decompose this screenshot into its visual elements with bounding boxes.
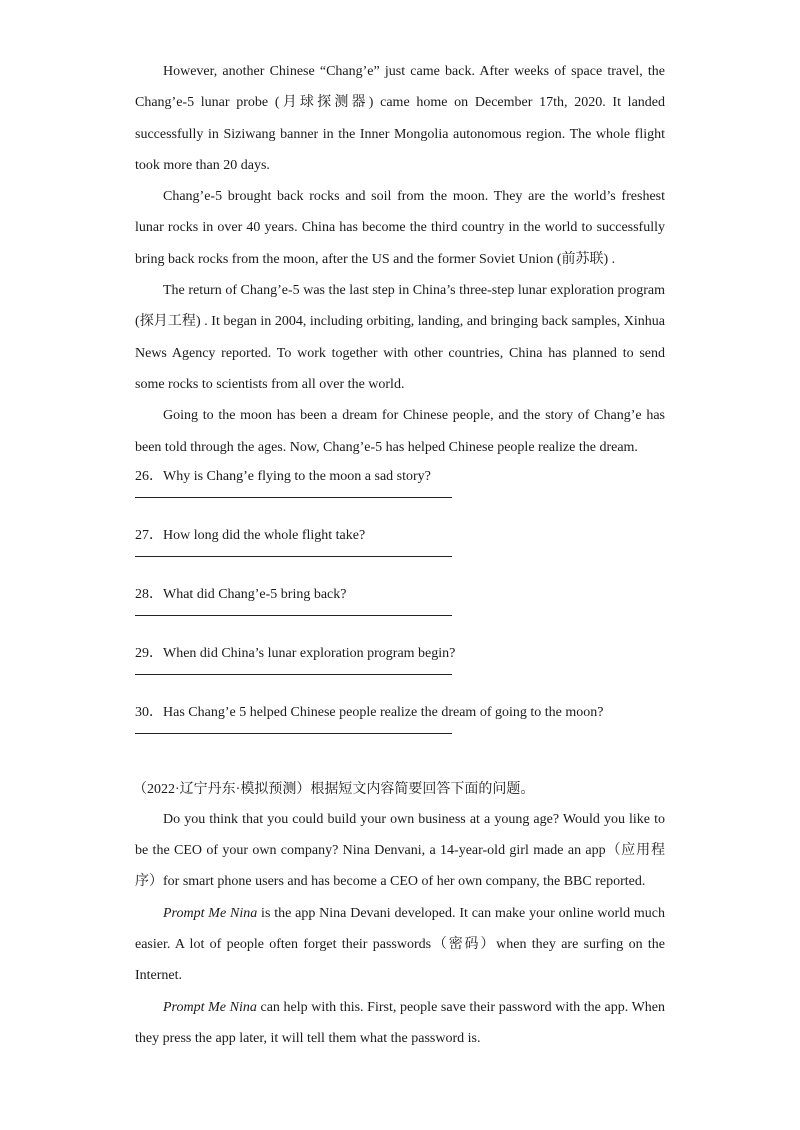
question-text: 30．Has Chang’e 5 helped Chinese people realize the dream of going to the moon? bbox=[135, 704, 604, 720]
question-26 bbox=[135, 463, 665, 498]
passage2-paragraph-1: Do you think that you could build your own business at a young age? Would you like to be the CEO of your own company? Nina Denvani, a 14-year-old girl made an app（应用程序）for smart phone users and has become a CEO of her own company, the BBC reported. bbox=[135, 811, 665, 890]
question-text: 29．When did China’s lunar exploration program begin? bbox=[135, 645, 456, 661]
app-name: Prompt Me Nina bbox=[163, 999, 257, 1015]
question-29 bbox=[135, 640, 665, 675]
answer-line[interactable] bbox=[135, 733, 452, 734]
paragraph-text: can help with this. First, people save their password with the app. When they press the app later, it will tell them what the password is. bbox=[135, 999, 666, 1046]
passage1-paragraph-1: However, another Chinese “Chang’e” just came back. After weeks of space travel, the Chang’e-5 lunar probe (月球探测器) came home on December 17th, 2020. It landed successfully in Siziwang banner in the Inner Mongolia autonomous region. The whole flight took more than 20 days. bbox=[135, 64, 665, 173]
question-27 bbox=[135, 522, 665, 557]
passage1-paragraph-2: Chang’e-5 brought back rocks and soil from the moon. They are the world’s freshest lunar rocks in over 40 years. China has become the third country in the world to successfully bring back rocks from the moon, after the US and the former Soviet Union (前苏联) . bbox=[135, 189, 665, 267]
answer-line[interactable] bbox=[135, 497, 452, 498]
question-30 bbox=[135, 699, 665, 734]
question-text: 26．Why is Chang’e flying to the moon a sad story? bbox=[135, 468, 431, 484]
section-header: （2022·辽宁丹东·模拟预测）根据短文内容简要回答下面的问题。 bbox=[133, 781, 535, 797]
app-name: Prompt Me Nina bbox=[163, 905, 258, 921]
answer-line[interactable] bbox=[135, 615, 452, 616]
passage2-paragraph-2 bbox=[135, 898, 665, 992]
answer-line[interactable] bbox=[135, 556, 452, 557]
document-page bbox=[135, 56, 665, 1054]
passage2-paragraph-3 bbox=[135, 992, 665, 1055]
passage1-paragraph-4: Going to the moon has been a dream for Chinese people, and the story of Chang’e has been told through the ages. Now, Chang’e-5 has helped Chinese people realize the dream. bbox=[135, 408, 665, 455]
answer-line[interactable] bbox=[135, 674, 452, 675]
passage1-paragraph-3: The return of Chang’e-5 was the last step in China’s three-step lunar exploration program (探月工程) . It began in 2004, including orbiting, landing, and bringing back samples, Xinhua News Agency reported. To work together with other countries, China has planned to send some rocks to scientists from all over the world. bbox=[135, 283, 665, 392]
question-text: 27．How long did the whole flight take? bbox=[135, 527, 366, 543]
question-28 bbox=[135, 581, 665, 616]
question-text: 28．What did Chang’e-5 bring back? bbox=[135, 586, 347, 602]
paragraph-text: is the app Nina Devani developed. It can make your online world much easier. A lot of people often forget their passwords（密码）when they are surfing on the Internet. bbox=[135, 905, 665, 984]
